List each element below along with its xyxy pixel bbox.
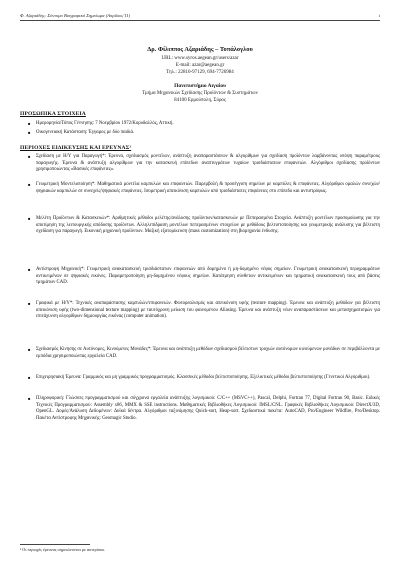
- running-head: [20, 13, 380, 18]
- list-item: [20, 182, 380, 195]
- section-heading-research: ΠΕΡΙΟΧΕΣ ΕΙΔΙΚΕΥΣΗΣ ΚΑΙ ΕΡΕΥΝΑΣ¹: [20, 145, 132, 151]
- bullet-icon: ■: [28, 121, 31, 126]
- bullet-icon: ■: [28, 154, 31, 159]
- list-item-text: Σχεδίαση με Η/Υ για Παραγωγή*: Έρευνα, σχεδιασμός μοντέλων, ανάπτυξη αναπαραστάσεων & αλγορίθμων για σχεδίαση προϊόντων λαμβάνοντας υπόψη παραμέτρους παραγωγής. Έρευνα & ανάπτυξη αλγορίθμων για την κατασκευή επίπεδων αναπτυγμάτων τυχαίων τρισδιάστατων επιφανειών. Αλγόριθμοι σχεδίασης προϊόντων χρησιμοποιώντας «Βασικές επιφάνειες».: [36, 154, 380, 173]
- bullet-icon: ■: [28, 375, 31, 380]
- section-heading-personal: ΠΡΟΣΩΠΙΚΑ ΣΤΟΙΧΕΙΑ: [20, 111, 86, 117]
- author-url[interactable]: URL: www.syros.aegean.gr/users/azar: [161, 56, 239, 61]
- bullet-icon: ■: [28, 216, 31, 221]
- list-item: [20, 130, 380, 137]
- list-item-text: Ημερομηνία/Τόπος Γέννησης: 7 Νοεμβρίου 1972/Κορυδαλλός, Αττική.: [36, 121, 174, 126]
- bullet-icon: ■: [28, 347, 31, 352]
- list-item-text: Γραφικά με Η/Υ*: Τεχνικές αναπαράστασης καμπυλών/επιφανειών. Φωτορεαλισμός και απεικόνιση υφής (texture mapping). Έρευνα και ανάπτυξη μεθόδων για βέλτιστη απεικόνιση υφής (two-dimensional texture mapping) με ταυτόχρονη μείωση του φαινομένου Aliasing. Έρευνα και ανάπτυξη νέων αναπαραστάσεων και μετασχηματισμών για επιτάχυνση αλγορίθμων δημιουργίας εικόνας (computer animation).: [36, 301, 380, 320]
- author-email[interactable]: E-mail: azar@aegean.gr: [175, 63, 225, 68]
- bullet-icon: ■: [28, 396, 31, 401]
- bullet-icon: ■: [28, 301, 31, 306]
- footnote-rule: [20, 544, 90, 545]
- list-item: [20, 154, 380, 174]
- bullet-icon: ■: [28, 130, 31, 135]
- bullet-icon: ■: [28, 182, 31, 187]
- author-phone: Τηλ.: 22810-97129, 694-7726984: [166, 70, 234, 75]
- list-item-text: Γεωμετρική Μοντελοποίηση*: Μαθηματικά μοντέλα καμπυλών και επιφανειών. Παρεμβολή & προσέγγιση σημείων με καμπύλες & επιφάνειες. Αλγόριθμοι ομαλών συνεχών/ψηφιακών καμπυλών σε συνεχείς/ψηφιακές επιφάνειες. Ισομετρική απεικόνιση καμπυλών από τρισδιάστατες επιφάνειες στο επίπεδο και αντιστρόφως.: [36, 182, 380, 194]
- footnote: ¹ Οι περιοχές έρευνας σημειώνονται με αστερίσκο.: [20, 547, 106, 552]
- list-item-text: Αντίστροφη Μηχανική*: Γεωμετρική ανακατασκευή τρισδιάστατων επιφανειών από δομημένο ή μη-δομημένο νέφος σημείων. Γεωμετρική ανακατασκευή περιγραμμάτων αντικειμένων σε ψηφιακές εικόνες. Παραμετροποίηση μη-δομημένου νέφους σημείων. Κατάτμηση σύνθετων αντικειμένων και τμηματική ανακατασκευή τους από βάσεις τμημάτων CAD.: [36, 267, 380, 286]
- institution-dept: Τμήμα Μηχανικών Σχεδίασης Προϊόντων & Συστημάτων: [142, 91, 258, 96]
- list-item-text: Πληροφορική: Γλώσσες προγραμματισμού και σύγχρονα εργαλεία ανάπτυξης λογισμικού: C/C++ (MSVC++), Pascal, Delphi, Fortran 77, Digital Fortran 90, Basic. Ειδικές Τεχνικές Προγραμματισμού: Assembly x86, MMX & SSE instructions. Μαθηματικές Βιβλιοθήκες Λογισμικού: IMSL/CNL. Γραφικές Βιβλιοθήκες Λογισμικού: DirectX/3D, OpenGL. Δομές/Ανάλυση Δεδομένων: Δυϊκά δέντρα. Αλγόριθμοι ταξινόμησης Quick-sort, Heap-sort. Σχεδιαστικά πακέτα: AutoCAD, Pro/Engineer Wildfire, Pro/Desktop. Πακέτα Αντίστροφης Μηχανικής: Geomagic Studio.: [36, 396, 380, 421]
- list-item: [20, 301, 380, 321]
- list-item: [20, 216, 380, 236]
- institution-address: 84100 Ερμούπολη, Σύρος: [174, 98, 226, 103]
- list-item-text: Μελέτη Προϊόντων & Κατασκευών*: Αριθμητικές μέθοδοι μελέτης/ανάλυσης προϊόντων/κατασκευών με Πεπερασμένα Στοιχεία. Ανάπτυξη μοντέλων προσομοίωσης για την αποτίμηση της λειτουργικής απόδοσης προϊόντων. Αλληλεπίδραση μοντέλων πεπερασμένων στοιχείων με μεθόδους βελτιστοποίησης και γεωμετρικής ανάλυσης για βέλτιστη σχεδίαση για παραγωγή. Εικονική μηχανική προϊόντων. Μαζική εξατομίκευση (mass customization) στη βιομηχανία ένδυσης.: [36, 216, 380, 235]
- list-item-text: Επιχειρησιακή Έρευνα: Γραμμικός και μη γραμμικός προγραμματισμός. Κλασσικές μέθοδοι βελτιστοποίησης. Εξελικτικές μέθοδοι βελτιστοποίησης (Γενετικοί Αλγόριθμοι).: [36, 375, 371, 380]
- list-item: [20, 347, 380, 360]
- list-item: [20, 396, 380, 422]
- header-rule: [20, 20, 380, 21]
- institution-name: Πανεπιστήμιο Αιγαίου: [174, 83, 226, 89]
- bullet-icon: ■: [28, 267, 31, 272]
- list-item-text: Οικογενειακή Κατάσταση: Έγγαμος με δύο παιδιά.: [36, 130, 135, 135]
- list-item: [20, 375, 380, 382]
- page-number: i: [378, 13, 380, 18]
- list-item-text: Σχεδιασμός Κίνησης σε Αυτόνομες, Κινούμενες Μονάδες*: Έρευνα και ανάπτυξη μεθόδων σχεδιασμού βέλτιστων τροχιών αυτόνομων κινούμενων μονάδων σε περιβάλλοντα με εμπόδια χρησιμοποιώντας εργαλεία CAD.: [36, 347, 380, 359]
- list-item: [20, 121, 380, 128]
- list-item: [20, 267, 380, 287]
- running-head-title: Φ. Αζαριάδης: Σύντομο Βιογραφικό Σημείωμα (Απρίλιος'11): [20, 13, 131, 18]
- author-name: Δρ. Φίλιππος Αζαριάδης – Τοπάλογλου: [147, 46, 253, 53]
